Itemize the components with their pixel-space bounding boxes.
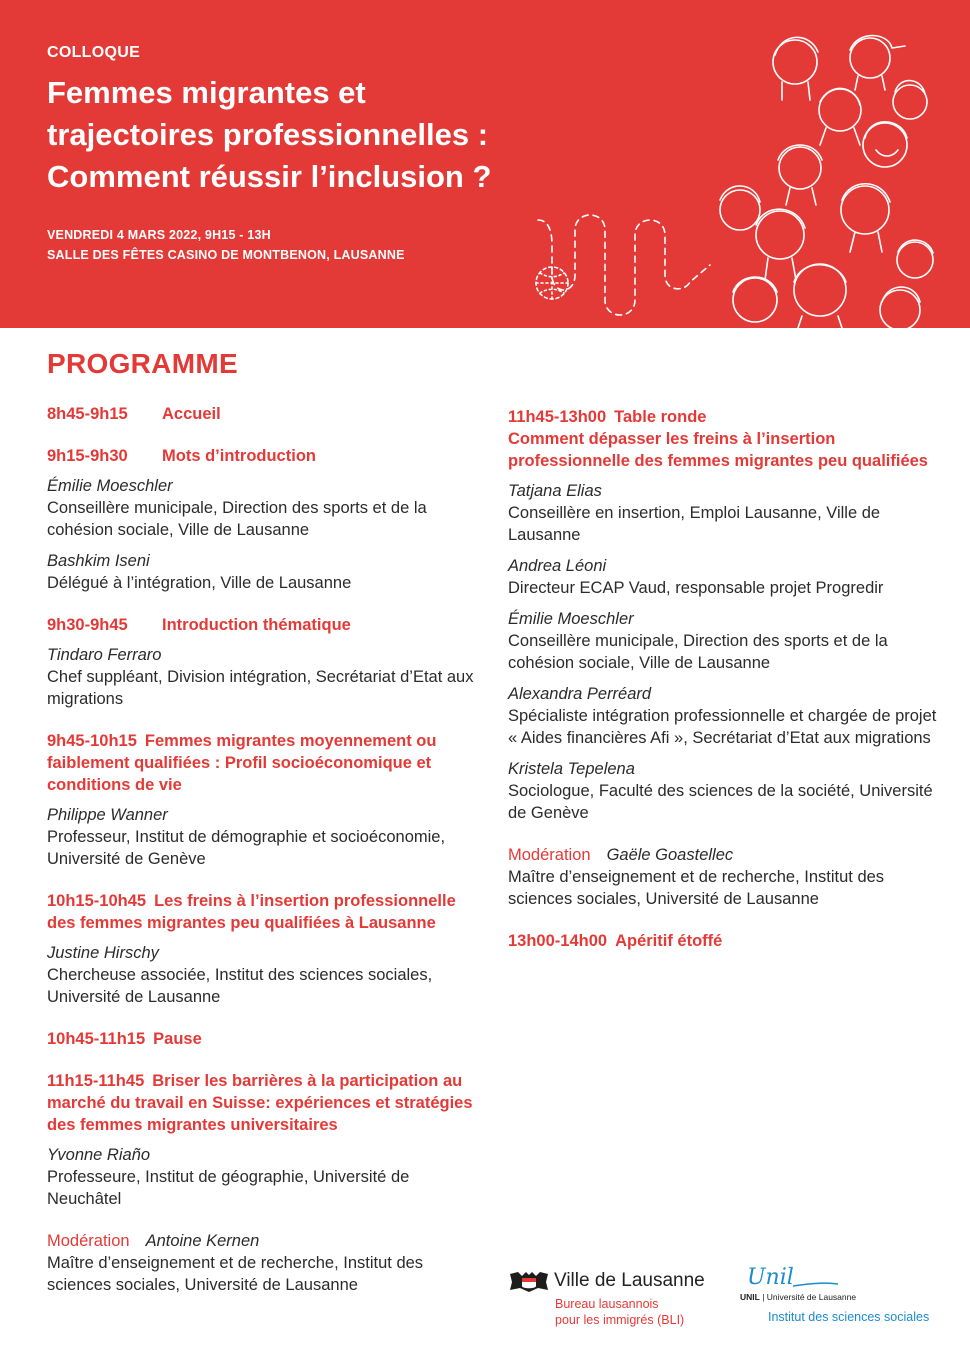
unil-wordmark: Unil — [747, 1265, 794, 1290]
programme-left-column — [47, 403, 477, 1316]
speaker-role: Conseillère en insertion, Emploi Lausanne, Ville de Lausanne — [508, 504, 881, 544]
slot-label: Introduction thématique — [162, 616, 351, 634]
title-line: trajectoires professionnelles : — [47, 117, 489, 152]
slot-heading — [47, 890, 477, 934]
programme-heading: PROGRAMME — [47, 348, 238, 379]
title-line: Comment réussir l’inclusion ? — [47, 159, 492, 194]
speaker — [508, 758, 940, 824]
speaker — [47, 475, 477, 541]
speaker-role: Spécialiste intégration professionnelle et chargée de projet « Aides financières Afi », Secrétariat d’Etat aux migrations — [508, 707, 937, 747]
person-icon — [733, 277, 777, 322]
speaker — [47, 942, 477, 1008]
speaker — [508, 683, 940, 749]
slot-time: 9h45-10h15 — [47, 732, 137, 750]
speaker-name: Bashkim Iseni — [47, 552, 150, 570]
moderation — [508, 844, 940, 910]
person-icon — [897, 240, 933, 278]
moderation — [47, 1230, 477, 1296]
person-icon — [893, 81, 927, 119]
slot-heading — [508, 930, 940, 952]
speaker-name: Émilie Moeschler — [47, 477, 173, 495]
unil-institute: Institut des sciences sociales — [768, 1310, 930, 1324]
moderation-label: Modération — [508, 846, 591, 864]
slot-subtitle: Comment dépasser les freins à l’insertion professionnelle des femmes migrantes peu qualifiées — [508, 430, 928, 470]
person-icon — [778, 145, 822, 205]
programme-right-column — [508, 406, 940, 972]
programme-slot — [508, 930, 940, 952]
moderator-name: Antoine Kernen — [145, 1232, 260, 1250]
programme-slot — [47, 614, 477, 710]
speaker-role: Conseillère municipale, Direction des sports et de la cohésion sociale, Ville de Lausanne — [508, 632, 888, 672]
slot-label: Briser les barrières à la participation au marché du travail en Suisse: expériences et stratégies des femmes migrantes universitaires — [47, 1072, 473, 1134]
moderation-line — [47, 1230, 477, 1252]
programme-slot — [47, 1070, 477, 1210]
slot-time: 10h15-10h45 — [47, 892, 147, 910]
slot-heading — [47, 445, 477, 467]
speaker-name: Yvonne Riaño — [47, 1146, 151, 1164]
slot-label: Accueil — [162, 405, 221, 423]
slot-time: 13h00-14h00 — [508, 932, 608, 950]
speaker-role: Professeur, Institut de démographie et socioéconomie, Université de Genève — [47, 828, 446, 868]
slot-time: 11h45-13h00 — [508, 408, 607, 426]
slot-label: Table ronde — [614, 408, 707, 426]
speaker-name: Alexandra Perréard — [508, 685, 652, 703]
ville-name: Ville de Lausanne — [554, 1270, 705, 1291]
person-icon — [756, 209, 805, 280]
slot-label: Mots d’introduction — [162, 447, 316, 465]
slot-label: Les freins à l’insertion professionnelle des femmes migrantes peu qualifiées à Lausanne — [47, 892, 456, 932]
speaker-role: Délégué à l’intégration, Ville de Lausanne — [47, 574, 352, 592]
ville-subtitle — [555, 1296, 684, 1328]
event-venue: SALLE DES FÊTES CASINO DE MONTBENON, LAUSANNE — [47, 248, 405, 262]
slot-time: 8h45-9h15 — [47, 405, 128, 423]
slot-time: 9h15-9h30 — [47, 447, 128, 465]
person-icon — [819, 88, 861, 145]
slot-heading — [47, 403, 477, 425]
speaker-role: Chef suppléant, Division intégration, Secrétariat d’Etat aux migrations — [47, 668, 474, 708]
event-kicker: COLLOQUE — [47, 44, 141, 61]
ville-subtitle-line: pour les immigrés (BLI) — [555, 1313, 685, 1327]
moderator-role: Maître d’enseignement et de recherche, Institut des sciences sociales, Université de Lausanne — [47, 1254, 424, 1294]
person-icon — [773, 37, 818, 100]
speaker-role: Sociologue, Faculté des sciences de la société, Université de Genève — [508, 782, 933, 822]
moderation-line — [508, 844, 940, 866]
programme-slot — [508, 406, 940, 824]
slot-time: 11h15-11h45 — [47, 1072, 145, 1090]
slot-label: Apéritif étoffé — [615, 932, 723, 950]
programme-slot — [47, 730, 477, 870]
title-line: Femmes migrantes et — [47, 75, 366, 110]
speaker — [508, 608, 940, 674]
slot-heading — [47, 1028, 477, 1050]
ville-de-lausanne-logo — [508, 1266, 728, 1336]
speaker-name: Tatjana Elias — [508, 482, 602, 500]
moderator-name: Gaële Goastellec — [606, 846, 734, 864]
line-art-illustration — [520, 20, 950, 328]
speaker — [508, 555, 940, 599]
speaker — [47, 644, 477, 710]
slot-heading — [47, 1070, 477, 1136]
speaker — [47, 804, 477, 870]
speaker-name: Émilie Moeschler — [508, 610, 634, 628]
programme-slot — [47, 403, 477, 425]
unil-university — [740, 1292, 856, 1302]
slot-label: Femmes migrantes moyennement ou faiblement qualifiées : Profil socioéconomique et conditions de vie — [47, 732, 437, 794]
slot-heading — [508, 406, 940, 428]
moderator-role: Maître d’enseignement et de recherche, Institut des sciences sociales, Université de Lausanne — [508, 868, 885, 908]
event-date: VENDREDI 4 MARS 2022, 9H15 - 13H — [47, 228, 271, 242]
programme-slot — [47, 1028, 477, 1050]
speaker-role: Chercheuse associée, Institut des sciences sociales, Université de Lausanne — [47, 966, 433, 1006]
unil-acronym: UNIL — [740, 1292, 760, 1302]
person-icon — [841, 184, 890, 252]
slot-time: 9h30-9h45 — [47, 616, 128, 634]
speaker-role: Directeur ECAP Vaud, responsable projet Progredir — [508, 579, 884, 597]
slot-heading — [47, 614, 477, 636]
slot-time: 10h45-11h15 — [47, 1030, 146, 1048]
programme-slot — [47, 890, 477, 1008]
speaker-role: Professeure, Institut de géographie, Université de Neuchâtel — [47, 1168, 410, 1208]
speaker-name: Andrea Léoni — [508, 557, 607, 575]
programme-slot — [47, 445, 477, 594]
slot-label: Pause — [153, 1030, 202, 1048]
speaker — [47, 550, 477, 594]
lausanne-crest-icon — [508, 1270, 550, 1294]
slot-heading — [47, 730, 477, 796]
speaker — [508, 480, 940, 546]
person-icon — [794, 264, 846, 328]
speaker-name: Kristela Tepelena — [508, 760, 635, 778]
speaker — [47, 1144, 477, 1210]
person-icon — [720, 186, 760, 230]
speaker-name: Philippe Wanner — [47, 806, 168, 824]
header-banner — [0, 0, 970, 328]
speaker-role: Conseillère municipale, Direction des sports et de la cohésion sociale, Ville de Lausanne — [47, 499, 427, 539]
person-icon — [863, 122, 907, 167]
unil-university-name: Université de Lausanne — [766, 1292, 857, 1302]
speaker-name: Tindaro Ferraro — [47, 646, 162, 664]
event-meta — [47, 225, 405, 265]
person-icon — [850, 36, 905, 91]
speaker-name: Justine Hirschy — [47, 944, 159, 962]
unil-wordmark-icon — [745, 1264, 840, 1292]
moderation-label: Modération — [47, 1232, 130, 1250]
unil-separator: | — [759, 1292, 767, 1302]
person-icon — [880, 287, 920, 328]
ville-subtitle-line: Bureau lausannois — [555, 1297, 659, 1311]
unil-logo — [740, 1264, 940, 1334]
